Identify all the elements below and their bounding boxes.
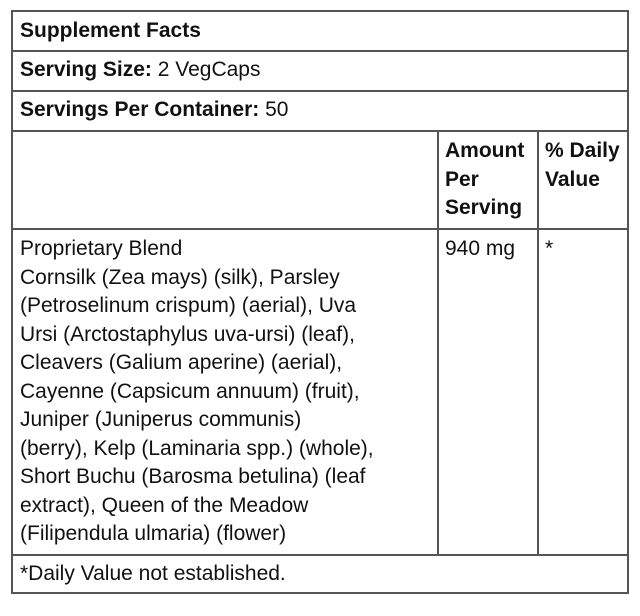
footnote: *Daily Value not established. (20, 562, 286, 585)
header-daily-value-line: Value (545, 167, 600, 191)
header-amount-line: Per (445, 167, 479, 191)
servings-per-container-value: 50 (265, 98, 289, 121)
servings-per-container (20, 96, 288, 124)
ingredient-line: (Filipendula ulmaria) (flower) (20, 522, 287, 545)
daily-value-cell (539, 230, 627, 554)
header-amount-cell (439, 132, 539, 228)
ingredient-line: Cornsilk (Zea mays) (silk), Parsley (20, 265, 340, 289)
header-amount-line: Amount (445, 139, 525, 162)
header-daily-value-cell (539, 132, 627, 228)
ingredient-cell (13, 230, 439, 554)
header-amount-per-serving (445, 137, 533, 223)
servings-per-container-row (13, 92, 627, 132)
table-header-row (13, 132, 627, 230)
serving-size (20, 56, 260, 84)
blend-name: Proprietary Blend (20, 237, 183, 260)
ingredient-line: (Petroselinum crispum) (aerial), Uva (20, 294, 357, 317)
supplement-facts-panel (11, 10, 629, 594)
header-daily-value (545, 137, 623, 194)
footnote-row (13, 556, 627, 592)
header-blank-cell (13, 132, 439, 228)
serving-size-label: Serving Size: (20, 58, 152, 81)
ingredient-line: Juniper (Juniperus communis) (20, 408, 302, 431)
serving-size-value: 2 VegCaps (157, 58, 261, 81)
daily-value: * (545, 237, 554, 260)
ingredient-text (20, 235, 433, 549)
servings-per-container-label: Servings Per Container: (20, 98, 260, 121)
table-row (13, 230, 627, 556)
amount-cell (439, 230, 539, 554)
ingredient-line: Short Buchu (Barosma betulina) (leaf (20, 465, 366, 488)
ingredient-line: (berry), Kelp (Laminaria spp.) (whole), (20, 436, 374, 460)
header-daily-value-line: % Daily (545, 139, 620, 162)
ingredient-line: Cleavers (Galium aperine) (aerial), (20, 351, 343, 374)
ingredient-line: extract), Queen of the Meadow (20, 493, 309, 517)
panel-title: Supplement Facts (20, 19, 201, 42)
title-row (13, 12, 627, 52)
serving-size-row (13, 52, 627, 92)
header-amount-line: Serving (445, 196, 523, 219)
amount-value: 940 mg (445, 237, 516, 260)
ingredient-line: Cayenne (Capsicum annuum) (fruit), (20, 379, 360, 403)
ingredient-line: Ursi (Arctostaphylus uva-ursi) (leaf), (20, 322, 355, 346)
